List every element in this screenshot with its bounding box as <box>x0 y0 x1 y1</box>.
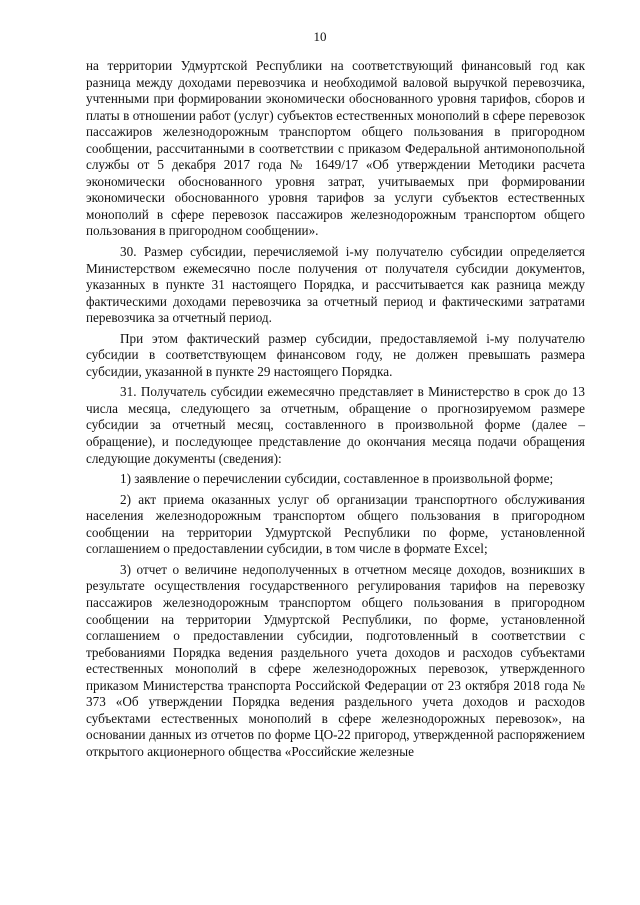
paragraph-4: 31. Получатель субсидии ежемесячно представляет в Министерство в срок до 13 числа месяца, следующего за отчетным, обращение о прогнозируемом размере субсидии за отчетный месяц, составленного в произвольной форме (далее – обращение), и последующее представление до окончания месяца подачи обращения следующие документы (сведения): <box>86 384 585 466</box>
list-item-3: 3) отчет о величине недополученных в отчетном месяце доходов, возникших в результате осуществления государственного регулирования тарифов на перевозку пассажиров железнодорожным транспортом общего пользования в пригородном сообщении на территории Удмуртской Республики, по форме, установленной соглашением о предоставлении субсидии, подготовленный в соответствии с требованиями Порядка ведения раздельного учета доходов и расходов субъектами естественных монополий в сфере железнодорожных перевозок, утвержденного приказом Министерства транспорта Российской Федерации от 23 октября 2018 года № 373 «Об утверждении Порядка ведения раздельного учета доходов и расходов субъектами естественных монополий в сфере железнодорожных перевозок», на основании данных из отчетов по форме ЦО-22 пригород, утвержденной распоряжением открытого акционерного общества «Российские железные <box>86 561 585 759</box>
document-body <box>86 58 585 764</box>
page-number: 10 <box>313 29 327 44</box>
paragraph-3: При этом фактический размер субсидии, предоставляемой i-му получателю субсидии в соответствующем финансовом году, не должен превышать размера субсидии, указанной в пункте 29 настоящего Порядка. <box>86 330 585 379</box>
paragraph-1: на территории Удмуртской Республики на соответствующий финансовый год как разница между доходами перевозчика и необходимой валовой выручкой перевозчика, учтенными при формировании экономически обоснованного уровня тарифов, сборов и платы в отношении работ (услуг) субъектов естественных монополий в сфере перевозок пассажиров железнодорожным транспортом общего пользования в пригородном сообщении, рассчитанными в соответствии с приказом Федеральной антимонопольной службы от 5 декабря 2017 года № 1649/17 «Об утверждении Методики расчета экономически обоснованного уровня затрат, учитываемых при формировании экономически обоснованного уровня тарифов за услуги субъектов естественных монополий в сфере перевозок пассажиров железнодорожным транспортом общего пользования в пригородном сообщении». <box>86 58 585 239</box>
list-item-2: 2) акт приема оказанных услуг об организации транспортного обслуживания населения железнодорожным транспортом общего пользования в пригородном сообщении на территории Удмуртской Республики по форме, установленной соглашением о предоставлении субсидии, в том числе в формате Excel; <box>86 491 585 557</box>
paragraph-2: 30. Размер субсидии, перечисляемой i-му получателю субсидии определяется Министерством ежемесячно после получения от получателя субсидии документов, указанных в пункте 31 настоящего Порядка, и рассчитывается как разница между фактическими доходами перевозчика за отчетный период и фактическими затратами перевозчика за отчетный период. <box>86 244 585 326</box>
list-item-1: 1) заявление о перечислении субсидии, составленное в произвольной форме; <box>120 471 554 487</box>
